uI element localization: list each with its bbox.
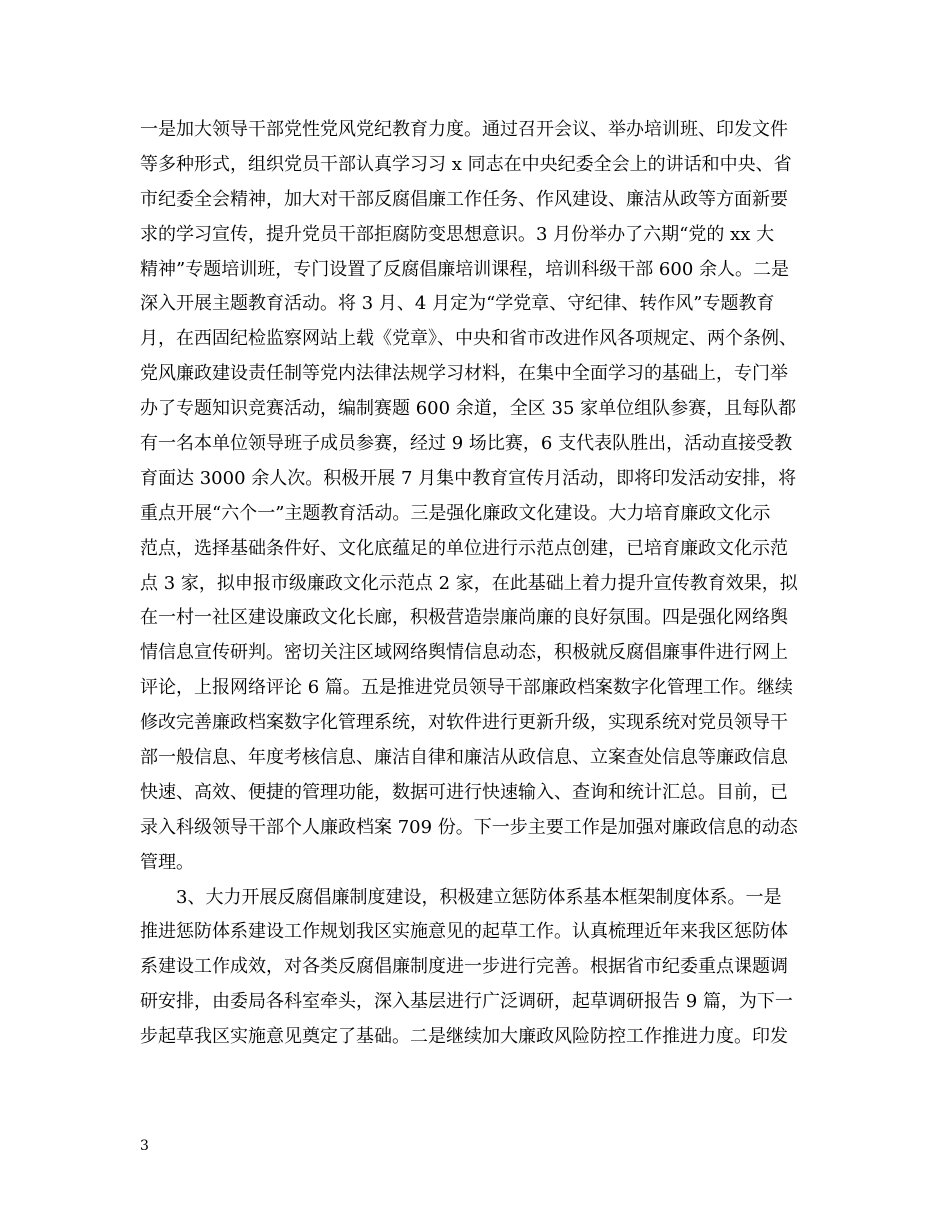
text-line-14: 点 3 家，拟申报市级廉政文化示范点 2 家，在此基础上着力提升宣传教育效果，拟 — [140, 572, 798, 594]
text-line-4: 求的学习宣传，提升党员干部拒腐防变思想意识。3 月份举办了六期“党的 xx 大 — [140, 223, 775, 245]
text-line-6: 深入开展主题教育活动。将 3 月、4 月定为“学党章、守纪律、转作风”专题教育 — [140, 293, 775, 315]
text-line-18: 修改完善廉政档案数字化管理系统，对软件进行更新升级，实现系统对党员领导干 — [140, 712, 788, 734]
text-line-24: 推进惩防体系建设工作规划我区实施意见的起草工作。认真梳理近年来我区惩防体 — [140, 921, 788, 943]
text-line-2: 等多种形式，组织党员干部认真学习习 x 同志在中央纪委全会上的讲话和中央、省 — [140, 153, 792, 175]
text-line-23: 3、大力开展反腐倡廉制度建设，积极建立惩防体系基本框架制度体系。一是 — [176, 886, 782, 908]
text-line-26: 研安排，由委局各科室牵头，深入基层进行广泛调研，起草调研报告 9 篇，为下一 — [140, 991, 793, 1013]
text-line-3: 市纪委全会精神，加大对干部反腐倡廉工作任务、作风建设、廉洁从政等方面新要 — [140, 188, 788, 210]
text-line-19: 部一般信息、年度考核信息、廉洁自律和廉洁从政信息、立案查处信息等廉政信息 — [140, 747, 788, 769]
text-line-5: 精神”专题培训班，专门设置了反腐倡廉培训课程，培训科级干部 600 余人。二是 — [140, 258, 789, 280]
text-line-16: 情信息宣传研判。密切关注区域网络舆情信息动态，积极就反腐倡廉事件进行网上 — [140, 642, 788, 664]
text-line-22: 管理。 — [140, 851, 194, 873]
text-line-12: 重点开展“六个一”主题教育活动。三是强化廉政文化建设。大力培育廉政文化示 — [140, 502, 771, 524]
text-line-15: 在一村一社区建设廉政文化长廊，积极营造崇廉尚廉的良好氛围。四是强化网络舆 — [140, 607, 788, 629]
text-line-17: 评论，上报网络评论 6 篇。五是推进党员领导干部廉政档案数字化管理工作。继续 — [140, 677, 793, 699]
text-line-20: 快速、高效、便捷的管理功能，数据可进行快速输入、查询和统计汇总。目前，已 — [140, 781, 788, 803]
text-line-27: 步起草我区实施意见奠定了基础。二是继续加大廉政风险防控工作推进力度。印发 — [140, 1026, 788, 1048]
text-line-1: 一是加大领导干部党性党风党纪教育力度。通过召开会议、举办培训班、印发文件 — [140, 119, 788, 140]
text-line-10: 有一名本单位领导班子成员参赛，经过 9 场比赛，6 支代表队胜出，活动直接受教 — [140, 433, 793, 455]
text-line-8: 党风廉政建设责任制等党内法律法规学习材料，在集中全面学习的基础上，专门举 — [140, 363, 788, 385]
body-text — [140, 113, 820, 1055]
text-line-7: 月，在西固纪检监察网站上载《党章》、中央和省市改进作风各项规定、两个条例、 — [140, 328, 797, 350]
text-line-25: 系建设工作成效，对各类反腐倡廉制度进一步进行完善。根据省市纪委重点课题调 — [140, 956, 788, 978]
text-line-11: 育面达 3000 余人次。积极开展 7 月集中教育宣传月活动，即将印发活动安排，将 — [140, 467, 797, 489]
text-line-21: 录入科级领导干部个人廉政档案 709 份。下一步主要工作是加强对廉政信息的动态 — [140, 816, 798, 838]
text-line-13: 范点，选择基础条件好、文化底蕴足的单位进行示范点创建，已培育廉政文化示范 — [140, 537, 788, 559]
text-line-9: 办了专题知识竞赛活动，编制赛题 600 余道，全区 35 家单位组队参赛，且每队都 — [140, 398, 797, 420]
page-number: 3 — [140, 1138, 149, 1154]
